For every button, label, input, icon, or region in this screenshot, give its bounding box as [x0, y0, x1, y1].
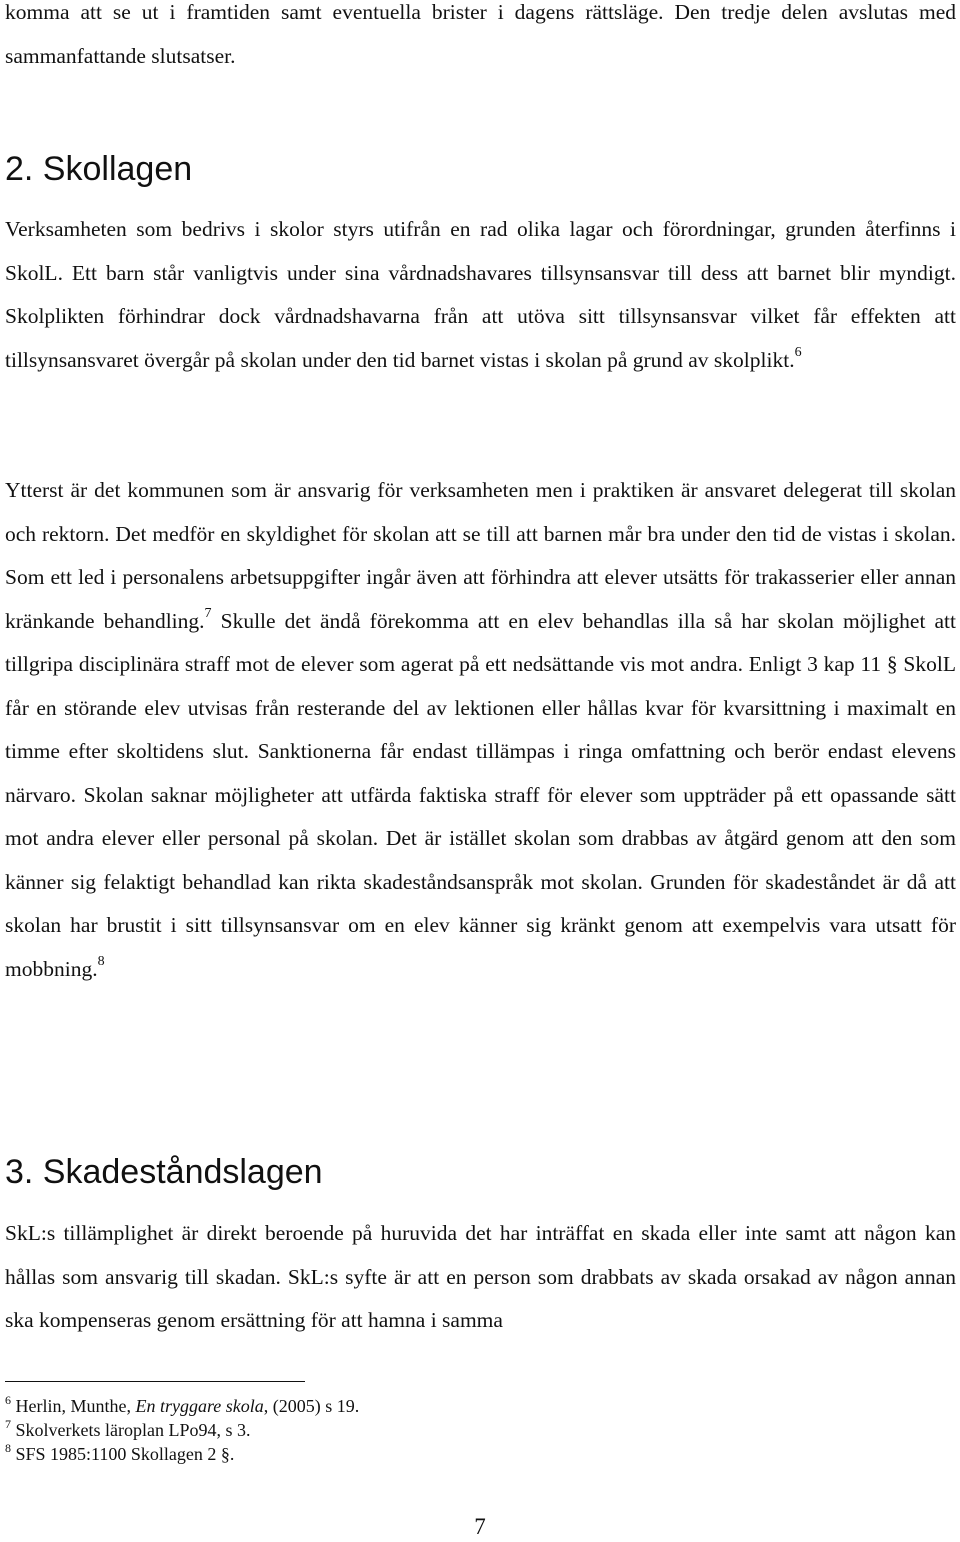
section-2-paragraph-2-text-a: Ytterst är det kommunen som är ansvarig för verksamheten men i praktiken är ansvaret delegerat till skolan och rektorn. Det medför en skyldighet för skolan att se till att barnen mår bra under den tid de vistas i skolan. Som ett led i personalens arbetsuppgifter ingår även att förhindra att elever utsätts för trakasserier eller annan kränkande behandling.: [5, 478, 956, 633]
footnote-text: Skolverkets läroplan LPo94, s 3.: [15, 1420, 251, 1440]
section-2-paragraph-2: [5, 469, 956, 991]
section-2-paragraph-2-text-b: Skulle det ändå förekomma att en elev behandlas illa så har skolan möjlighet att tillgripa disciplinära straff mot de elever som agerat på ett nedsättande vis mot andra. Enligt 3 kap 11 § SkolL får en störande elev utvisas från resterande del av lektionen eller hållas kvar för kvarsittning i maximalt en timme efter skoltidens slut. Sanktionerna får endast tillämpas i ringa omfattning och berör endast elevens närvaro. Skolan saknar möjligheter att utfärda faktiska straff för elever som uppträder på ett opassande sätt mot andra elever eller personal på skolan. Det är istället skolan som drabbas av åtgärd genom att den som känner sig felaktigt behandlad kan rikta skadeståndsanspråk mot skolan. Grunden för skadeståndet är då att skolan har brustit i sitt tillsynsansvar om en elev känner sig kränkt genom att exempelvis vara utsatt för mobbning.: [5, 608, 956, 981]
section-2-paragraph-1: [5, 208, 956, 382]
footnote-text: SFS 1985:1100 Skollagen 2 §.: [15, 1444, 235, 1464]
section-3-paragraph-1-text: SkL:s tillämplighet är direkt beroende på huruvida det har inträffat en skada eller inte samt att någon kan hållas som ansvarig till skadan. SkL:s syfte är att en person som drabbats av skada orsakad av någon annan ska kompenseras genom ersättning för att hamna i samma: [5, 1221, 956, 1332]
footnote-title: En tryggare skola: [135, 1396, 264, 1416]
footnote-separator: [5, 1381, 305, 1382]
footnote-number: 7: [5, 1417, 11, 1431]
intro-text: komma att se ut i framtiden samt eventuella brister i dagens rättsläge. Den tredje delen avslutas med sammanfattande slutsatser.: [5, 0, 956, 68]
intro-paragraph: [5, 0, 956, 78]
section-3-paragraph-1: [5, 1212, 956, 1343]
footnote-ref-6: 6: [794, 344, 802, 360]
footnotes: [5, 1394, 705, 1466]
footnote-text: Herlin, Munthe,: [15, 1396, 136, 1416]
footnote-ref-7: 7: [204, 605, 212, 621]
section-2-paragraph-1-text: Verksamheten som bedrivs i skolor styrs utifrån en rad olika lagar och förordningar, grunden återfinns i SkolL. Ett barn står vanligtvis under sina vårdnadshavares tillsynsansvar till dess att barnet blir myndigt. Skolplikten förhindrar dock vårdnadshavarna från att utöva sitt tillsynsansvar vilket får effekten att tillsynsansvaret övergår på skolan under den tid barnet vistas i skolan på grund av skolplikt.: [5, 217, 956, 372]
footnote-number: 8: [5, 1441, 11, 1455]
footnote-6: [5, 1394, 705, 1418]
section-2-heading: 2. Skollagen: [5, 150, 193, 188]
footnote-text-after: , (2005) s 19.: [263, 1396, 360, 1416]
footnote-7: [5, 1418, 705, 1442]
footnote-number: 6: [5, 1393, 11, 1407]
footnote-ref-8: 8: [97, 953, 105, 969]
section-3-heading: 3. Skadeståndslagen: [5, 1153, 323, 1191]
page-number: 7: [474, 1514, 486, 1539]
footnote-8: [5, 1442, 705, 1466]
